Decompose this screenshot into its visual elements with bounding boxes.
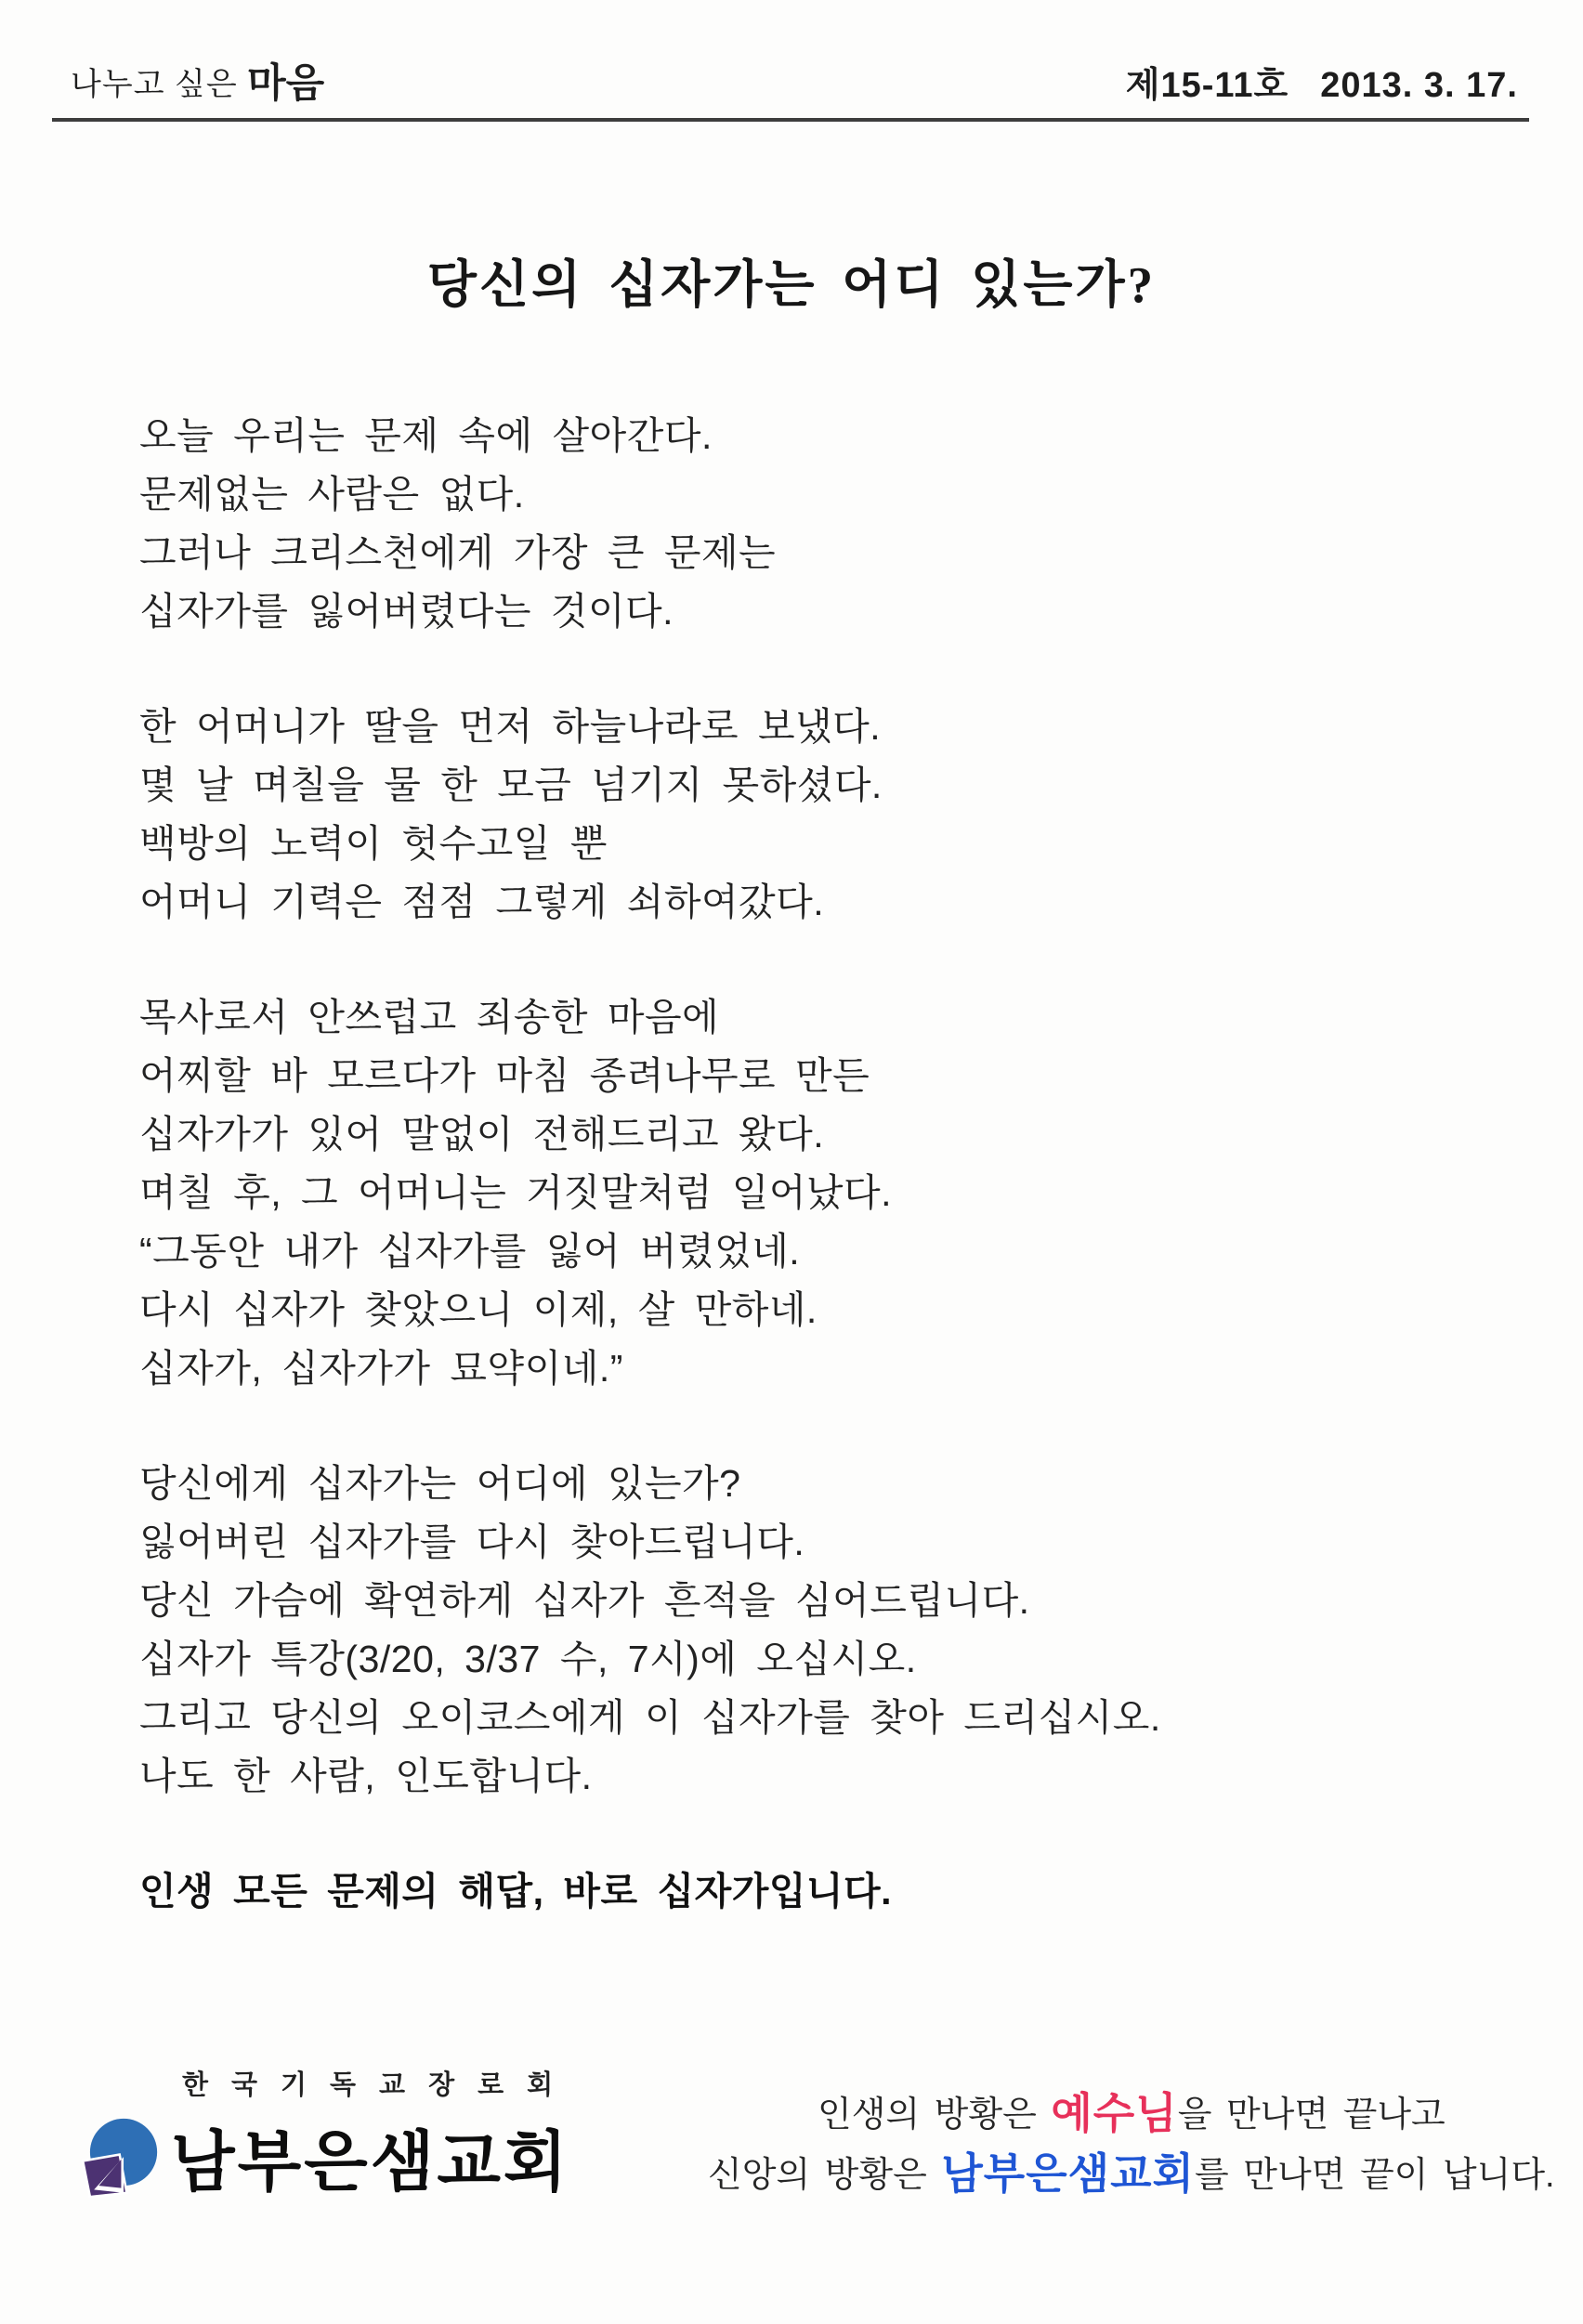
poem-line: 목사로서 안쓰럽고 죄송한 마음에 xyxy=(139,996,720,1038)
slogan-line1-post: 을 만나면 끝나고 xyxy=(1177,2096,1446,2135)
issue-date: 2013. 3. 17. xyxy=(1320,66,1518,105)
conclusion-line: 인생 모든 문제의 해답, 바로 십자가입니다. xyxy=(139,1870,893,1913)
poem-line: “그동안 내가 십자가를 잃어 버렸었네. xyxy=(139,1230,801,1273)
poem-paragraph xyxy=(139,407,1161,641)
poem-line: 그러나 크리스천에게 가장 큰 문제는 xyxy=(139,531,777,574)
denomination-text: 한국기독교장로회 xyxy=(182,2070,577,2100)
poem-line: 다시 십자가 찾았으니 이제, 살 만하네. xyxy=(139,1288,818,1331)
poem-line: 십자가, 십자가가 묘약이네.” xyxy=(139,1347,623,1390)
poem-line: 어찌할 바 모르다가 마침 종려나무로 만든 xyxy=(139,1054,870,1097)
poem-paragraph xyxy=(139,988,1161,1398)
poem-line: 십자가 특강(3/20, 3/37 수, 7시)에 오십시오. xyxy=(139,1638,917,1680)
poem-line: 잃어버린 십자가를 다시 찾아드립니다. xyxy=(139,1521,805,1563)
poem-line: 며칠 후, 그 어머니는 거짓말처럼 일어났다. xyxy=(139,1171,893,1214)
poem-line: 십자가를 잃어버렸다는 것이다. xyxy=(139,590,674,633)
header-divider xyxy=(52,118,1529,122)
poem-line: 십자가가 있어 말없이 전해드리고 왔다. xyxy=(139,1113,825,1155)
church-logo-icon xyxy=(78,2118,158,2198)
document-body xyxy=(139,407,1161,1921)
slogan-line1-pre: 인생의 방황은 xyxy=(818,2096,1052,2135)
slogan-line2-pre: 신앙의 방황은 xyxy=(708,2156,942,2195)
slogan-line2-post: 를 만나면 끝이 납니다. xyxy=(1195,2156,1555,2195)
document-title: 당신의 십자가는 어디 있는가? xyxy=(426,256,1157,313)
poem-line: 당신에게 십자가는 어디에 있는가? xyxy=(139,1462,741,1505)
jesus-highlight: 예수님 xyxy=(1051,2089,1178,2137)
issue-number: 제15-11호 xyxy=(1125,66,1289,105)
poem-paragraph xyxy=(139,1455,1161,1806)
issue-and-date xyxy=(1126,56,1518,107)
poem-line: 문제없는 사람은 없다. xyxy=(139,473,525,516)
poem-line: 당신 가슴에 확연하게 십자가 흔적을 심어드립니다. xyxy=(139,1579,1030,1622)
slogan-line-1 xyxy=(818,2084,1555,2145)
newsletter-brand xyxy=(71,52,324,109)
slogan-block xyxy=(708,2084,1555,2205)
church-text-block xyxy=(171,2064,576,2204)
newsletter-brand-regular: 나누고 싶은 xyxy=(71,67,248,102)
poem-line: 백방의 노력이 헛수고일 뿐 xyxy=(139,822,608,865)
church-name: 남부은샘교회 xyxy=(171,2126,570,2200)
poem-line: 그리고 당신의 오이코스에게 이 십자가를 찾아 드리십시오. xyxy=(139,1696,1161,1739)
poem-line: 한 어머니가 딸을 먼저 하늘나라로 보냈다. xyxy=(139,705,882,748)
poem-line: 몇 날 며칠을 물 한 모금 넘기지 못하셨다. xyxy=(139,764,883,806)
church-highlight: 남부은샘교회 xyxy=(941,2149,1195,2198)
slogan-line-2 xyxy=(708,2145,1555,2205)
poem-paragraph xyxy=(139,698,1161,932)
poem-line: 나도 한 사람, 인도합니다. xyxy=(139,1755,593,1797)
newsletter-brand-bold: 마음 xyxy=(247,61,325,106)
poem-line: 오늘 우리는 문제 속에 살아간다. xyxy=(139,414,713,457)
poem-line: 어머니 기력은 점점 그렇게 쇠하여갔다. xyxy=(139,881,825,923)
